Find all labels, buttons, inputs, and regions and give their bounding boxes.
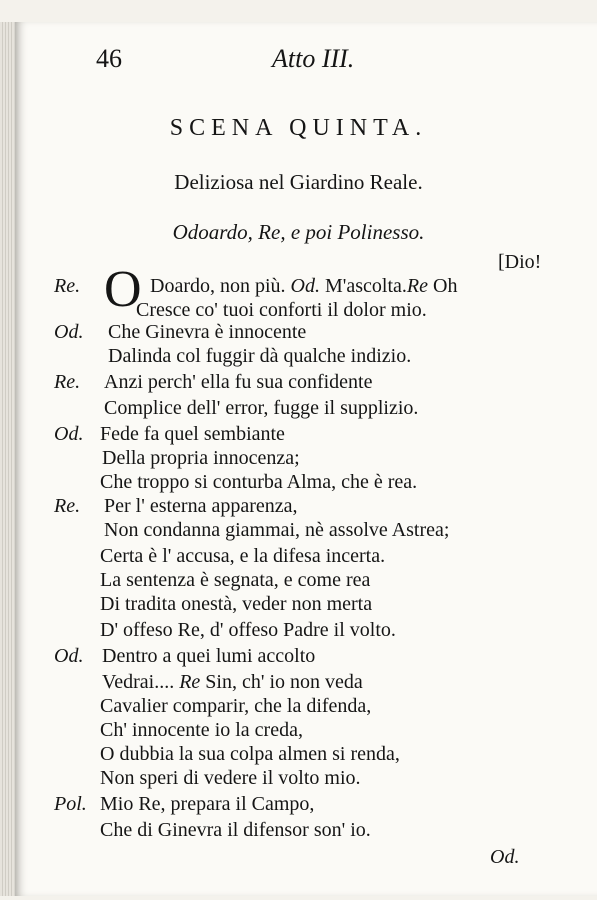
- dialogue-line: Fede fa quel sembiante: [100, 423, 285, 445]
- dialogue-line: Di tradita onestà, veder non merta: [100, 593, 373, 615]
- dialogue-line: Mio Re, prepara il Campo,: [100, 793, 315, 815]
- drop-cap: O: [104, 261, 142, 318]
- dialogue-line: Cavalier comparir, che la difenda,: [100, 695, 372, 717]
- dialogue-line: Ch' innocente io la creda,: [100, 719, 303, 741]
- overflow-word: [Dio!: [498, 251, 542, 273]
- dialogue-line: O dubbia la sua colpa almen si renda,: [100, 743, 400, 765]
- dialogue-line: Per l' esterna apparenza,: [104, 495, 298, 517]
- dialogue-line: Che Ginevra è innocente: [108, 321, 307, 343]
- scene-setting: Deliziosa nel Giardino Reale.: [174, 170, 423, 194]
- inline-speaker: Re: [406, 275, 429, 297]
- page-edges: [0, 22, 14, 896]
- inline-speaker: Re: [174, 671, 201, 693]
- dialogue-line: La sentenza è segnata, e come rea: [100, 569, 371, 591]
- dialogue-line: Non speri di vedere il volto mio.: [100, 767, 361, 789]
- dialogue-line: Anzi perch' ella fu sua confidente: [104, 371, 373, 393]
- dialogue-line: Dalinda col fuggir dà qualche indizio.: [108, 345, 412, 367]
- dialogue-line: Doardo, non più. Od. M'ascolta.Re Oh: [150, 275, 458, 297]
- dialogue-line: Complice dell' error, fugge il supplizio.: [104, 397, 419, 419]
- speaker-label: Re.: [54, 371, 81, 393]
- character-list: Odoardo, Re, e poi Polinesso.: [172, 220, 425, 244]
- speaker-label: Re.: [54, 495, 81, 517]
- speaker-label: Re.: [54, 275, 81, 297]
- dialogue-line: Che di Ginevra il difensor son' io.: [100, 819, 371, 841]
- speaker-label: Od.: [54, 321, 84, 343]
- running-head: Atto III.: [272, 44, 355, 73]
- dialogue-line: Cresce co' tuoi conforti il dolor mio.: [136, 299, 427, 321]
- dialogue-line: Non condanna giammai, nè assolve Astrea;: [104, 519, 450, 541]
- dialogue-line: Vedrai.... Re Sin, ch' io non veda: [102, 671, 363, 693]
- scene-title: SCENA QUINTA.: [169, 115, 428, 141]
- speaker-label: Od.: [54, 423, 84, 445]
- catchword: Od.: [490, 846, 520, 868]
- page-number: 46: [96, 44, 122, 73]
- inline-speaker: Od.: [285, 275, 320, 297]
- dialogue-line: Della propria innocenza;: [102, 447, 300, 469]
- speaker-label: Pol.: [54, 793, 87, 815]
- dialogue-line: Dentro a quei lumi accolto: [102, 645, 316, 667]
- dialogue-line: Certa è l' accusa, e la difesa incerta.: [100, 545, 386, 567]
- dialogue-line: Che troppo si conturba Alma, che è rea.: [100, 471, 418, 493]
- dialogue-line: D' offeso Re, d' offeso Padre il volto.: [100, 619, 396, 641]
- speaker-label: Od.: [54, 645, 84, 667]
